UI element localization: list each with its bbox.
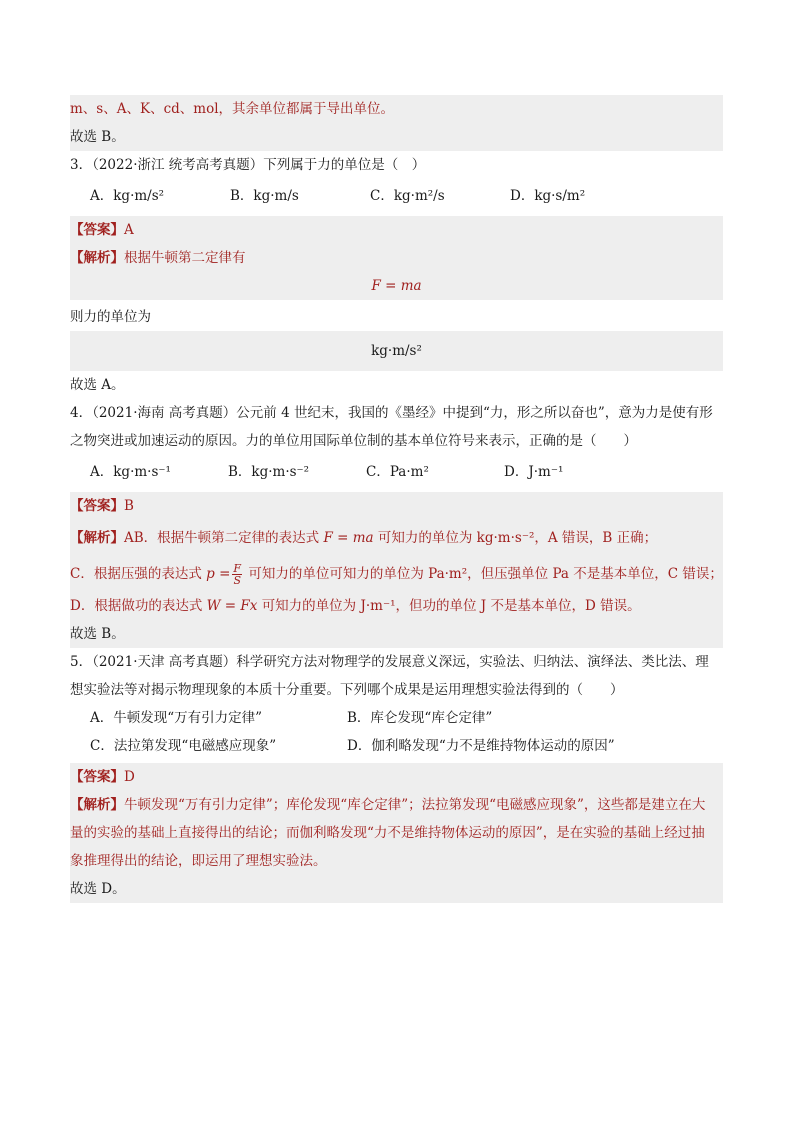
q3-answer-value: A bbox=[124, 222, 134, 238]
q3-analysis-intro: 根据牛顿第二定律有 bbox=[124, 250, 246, 266]
q4-d-post: 可知力的单位为 J·m⁻¹，但功的单位 J 不是基本单位，D 错误。 bbox=[261, 598, 641, 614]
q4-conclusion: 故选 B。 bbox=[70, 620, 723, 648]
q4-ab-formula: F = ma bbox=[323, 530, 374, 546]
q3-conclusion: 故选 A。 bbox=[70, 377, 125, 393]
q4-option-d: D．J·m⁻¹ bbox=[504, 464, 564, 480]
q4-c-numerator: F bbox=[233, 562, 242, 575]
q3-middle-text: 则力的单位为 bbox=[70, 309, 151, 325]
q5-option-c: C．法拉第发现“电磁感应现象” bbox=[90, 738, 277, 754]
q3-analysis bbox=[70, 244, 723, 272]
q4-analysis-d bbox=[70, 592, 723, 620]
q4-c-denominator: S bbox=[233, 574, 241, 587]
q5-conclusion: 故选 D。 bbox=[70, 875, 723, 903]
q3-option-a: A．kg·m/s² bbox=[90, 188, 165, 204]
q3-stem: 3．（2022·浙江 统考高考真题）下列属于力的单位是（ ） bbox=[70, 157, 426, 173]
q4-stem-line2: 之物突进或加速运动的原因。力的单位用国际单位制的基本单位符号来表示，正确的是（ ） bbox=[70, 433, 637, 449]
q2-analysis-tail: m、s、A、K、cd、mol，其余单位都属于导出单位。 bbox=[70, 95, 723, 123]
q4-answer bbox=[70, 492, 723, 520]
analysis-tag: 【解析】 bbox=[70, 797, 124, 813]
q4-analysis-ab bbox=[70, 520, 723, 556]
answer-tag: 【答案】 bbox=[70, 498, 124, 514]
q4-analysis-c bbox=[70, 556, 723, 592]
q3-unit-formula: kg·m/s² bbox=[70, 331, 723, 371]
q3-formula: F = ma bbox=[70, 272, 723, 300]
q3-option-c: C．kg·m²/s bbox=[370, 188, 445, 204]
q4-c-post: 可知力的单位可知力的单位为 Pa·m²，但压强单位 Pa 不是基本单位，C 错误； bbox=[248, 566, 723, 582]
q5-analysis-line3: 象推理得出的结论，即运用了理想实验法。 bbox=[70, 847, 723, 875]
q4-ab-pre: AB．根据牛顿第二定律的表达式 bbox=[124, 530, 320, 546]
q3-options bbox=[70, 182, 723, 210]
q5-answer bbox=[70, 763, 723, 791]
q5-analysis-line1 bbox=[70, 791, 723, 819]
q4-option-a: A．kg·m·s⁻¹ bbox=[90, 464, 171, 480]
q5-answer-value: D bbox=[124, 769, 135, 785]
analysis-tag: 【解析】 bbox=[70, 250, 124, 266]
q5-analysis-line2: 量的实验的基础上直接得出的结论；而伽利略发现“力不是维持物体运动的原因”，是在实验的基础上经过抽 bbox=[70, 819, 723, 847]
document-page bbox=[70, 95, 723, 903]
q4-answer-value: B bbox=[124, 498, 134, 514]
q4-d-formula: W = Fx bbox=[206, 598, 258, 614]
q4-options bbox=[70, 458, 723, 486]
answer-tag: 【答案】 bbox=[70, 769, 124, 785]
q5-option-a: A．牛顿发现“万有引力定律” bbox=[90, 710, 263, 726]
answer-tag: 【答案】 bbox=[70, 222, 124, 238]
q4-c-pre: C．根据压强的表达式 bbox=[70, 566, 202, 582]
q5-stem-line2: 想实验法等对揭示物理现象的本质十分重要。下列哪个成果是运用理想实验法得到的（ ） bbox=[70, 682, 624, 698]
q2-conclusion: 故选 B。 bbox=[70, 123, 723, 151]
q5-analysis-text1: 牛顿发现“万有引力定律”；库伦发现“库仑定律”；法拉第发现“电磁感应现象”，这些都是建立在大 bbox=[124, 797, 706, 813]
q4-option-b: B．kg·m·s⁻² bbox=[228, 464, 310, 480]
q5-stem-line1: 5．（2021·天津 高考真题）科学研究方法对物理学的发展意义深远，实验法、归纳法、演绎法、类比法、理 bbox=[70, 654, 709, 670]
q4-stem-line1: 4．（2021·海南 高考真题）公元前 4 世纪末，我国的《墨经》中提到“力，形之所以奋也”，意为力是使有形 bbox=[70, 405, 713, 421]
q5-options-row1 bbox=[70, 704, 723, 732]
q4-d-pre: D．根据做功的表达式 bbox=[70, 598, 203, 614]
q3-answer bbox=[70, 216, 723, 244]
analysis-tag: 【解析】 bbox=[70, 530, 124, 546]
q4-ab-post: 可知力的单位为 kg·m·s⁻²，A 错误，B 正确； bbox=[377, 530, 658, 546]
q4-c-p: p = bbox=[206, 566, 231, 582]
q3-option-d: D．kg·s/m² bbox=[510, 188, 586, 204]
q4-option-c: C．Pa·m² bbox=[366, 464, 429, 480]
q3-option-b: B．kg·m/s bbox=[230, 188, 299, 204]
q4-c-fraction bbox=[232, 563, 242, 586]
q5-option-d: D．伽利略发现“力不是维持物体运动的原因” bbox=[347, 738, 615, 754]
q5-options-row2 bbox=[70, 732, 723, 760]
q5-option-b: B．库仑发现“库仑定律” bbox=[347, 710, 493, 726]
